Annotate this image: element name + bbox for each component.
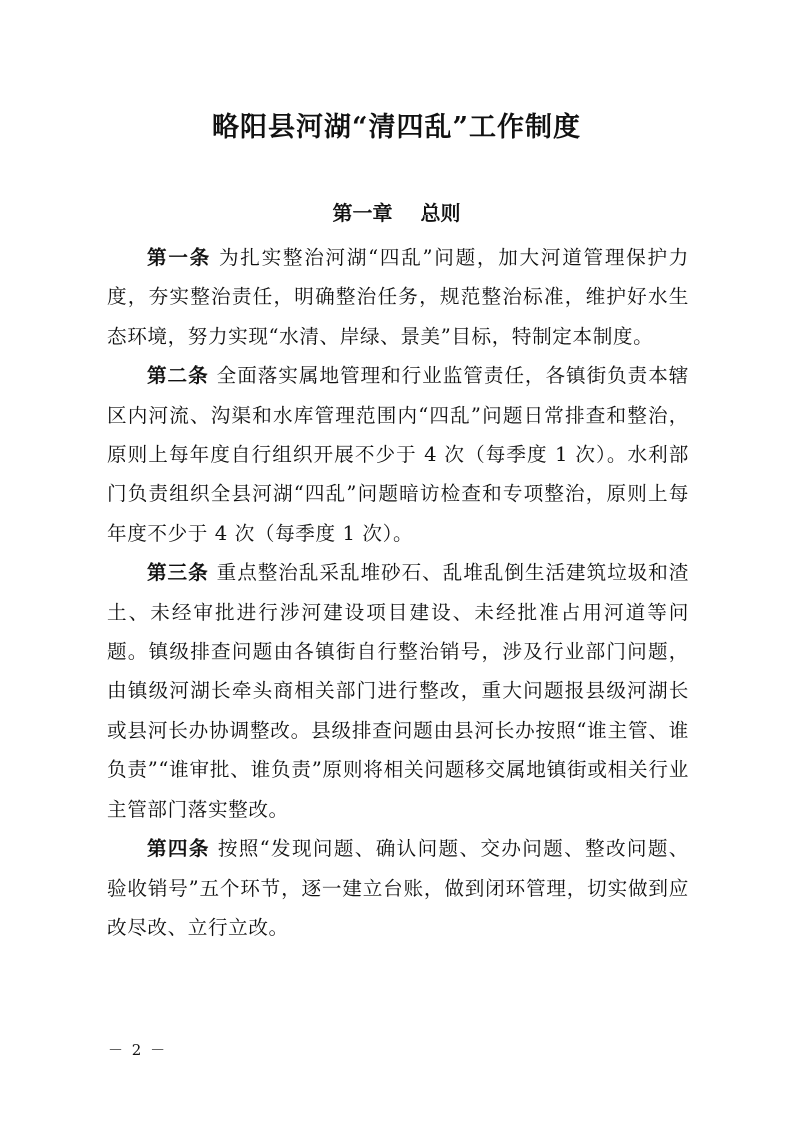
article-2 <box>107 356 689 553</box>
article-2-text: 全面落实属地管理和行业监管责任，各镇街负责本辖区内河流、沟渠和水库管理范围内“四乱”问题日常排查和整治，原则上每年度自行组织开展不少于 4 次（每季度 1 次）。水利部门负责组织全县河湖“四乱”问题暗访检查和专项整治，原则上每年度不少于 4 次（每季度 1 次）。 <box>107 364 689 545</box>
article-3-label: 第三条 <box>147 561 209 585</box>
article-1-text: 为扎实整治河湖“四乱”问题，加大河道管理保护力度，夯实整治责任，明确整治任务，规范整治标准，维护好水生态环境，努力实现“水清、岸绿、景美”目标，特制定本制度。 <box>107 246 689 348</box>
document-title: 略阳县河湖“清四乱”工作制度 <box>211 112 582 143</box>
article-2-label: 第二条 <box>147 364 209 388</box>
article-1 <box>107 238 689 356</box>
article-1-label: 第一条 <box>147 246 211 269</box>
article-4-label: 第四条 <box>147 837 210 861</box>
article-4 <box>107 829 689 947</box>
chapter-heading <box>0 198 793 228</box>
article-3 <box>107 553 689 829</box>
document-body <box>107 238 689 947</box>
article-3-text: 重点整治乱采乱堆砂石、乱堆乱倒生活建筑垃圾和渣土、未经审批进行涉河建设项目建设、未经批准占用河道等问题。镇级排查问题由各镇街自行整治销号，涉及行业部门问题，由镇级河湖长牵头商相关部门进行整改，重大问题报县级河湖长或县河长办协调整改。县级排查问题由县河长办按照“谁主管、谁负责”“谁审批、谁负责”原则将相关问题移交属地镇街或相关行业主管部门落实整改。 <box>107 561 689 821</box>
chapter-number: 第一章 <box>332 201 393 225</box>
article-4-text: 按照“发现问题、确认问题、交办问题、整改问题、验收销号”五个环节，逐一建立台账，做到闭环管理，切实做到应改尽改、立行立改。 <box>107 837 689 939</box>
page-number: － 2 － <box>108 1041 168 1059</box>
chapter-name: 总则 <box>420 201 461 225</box>
